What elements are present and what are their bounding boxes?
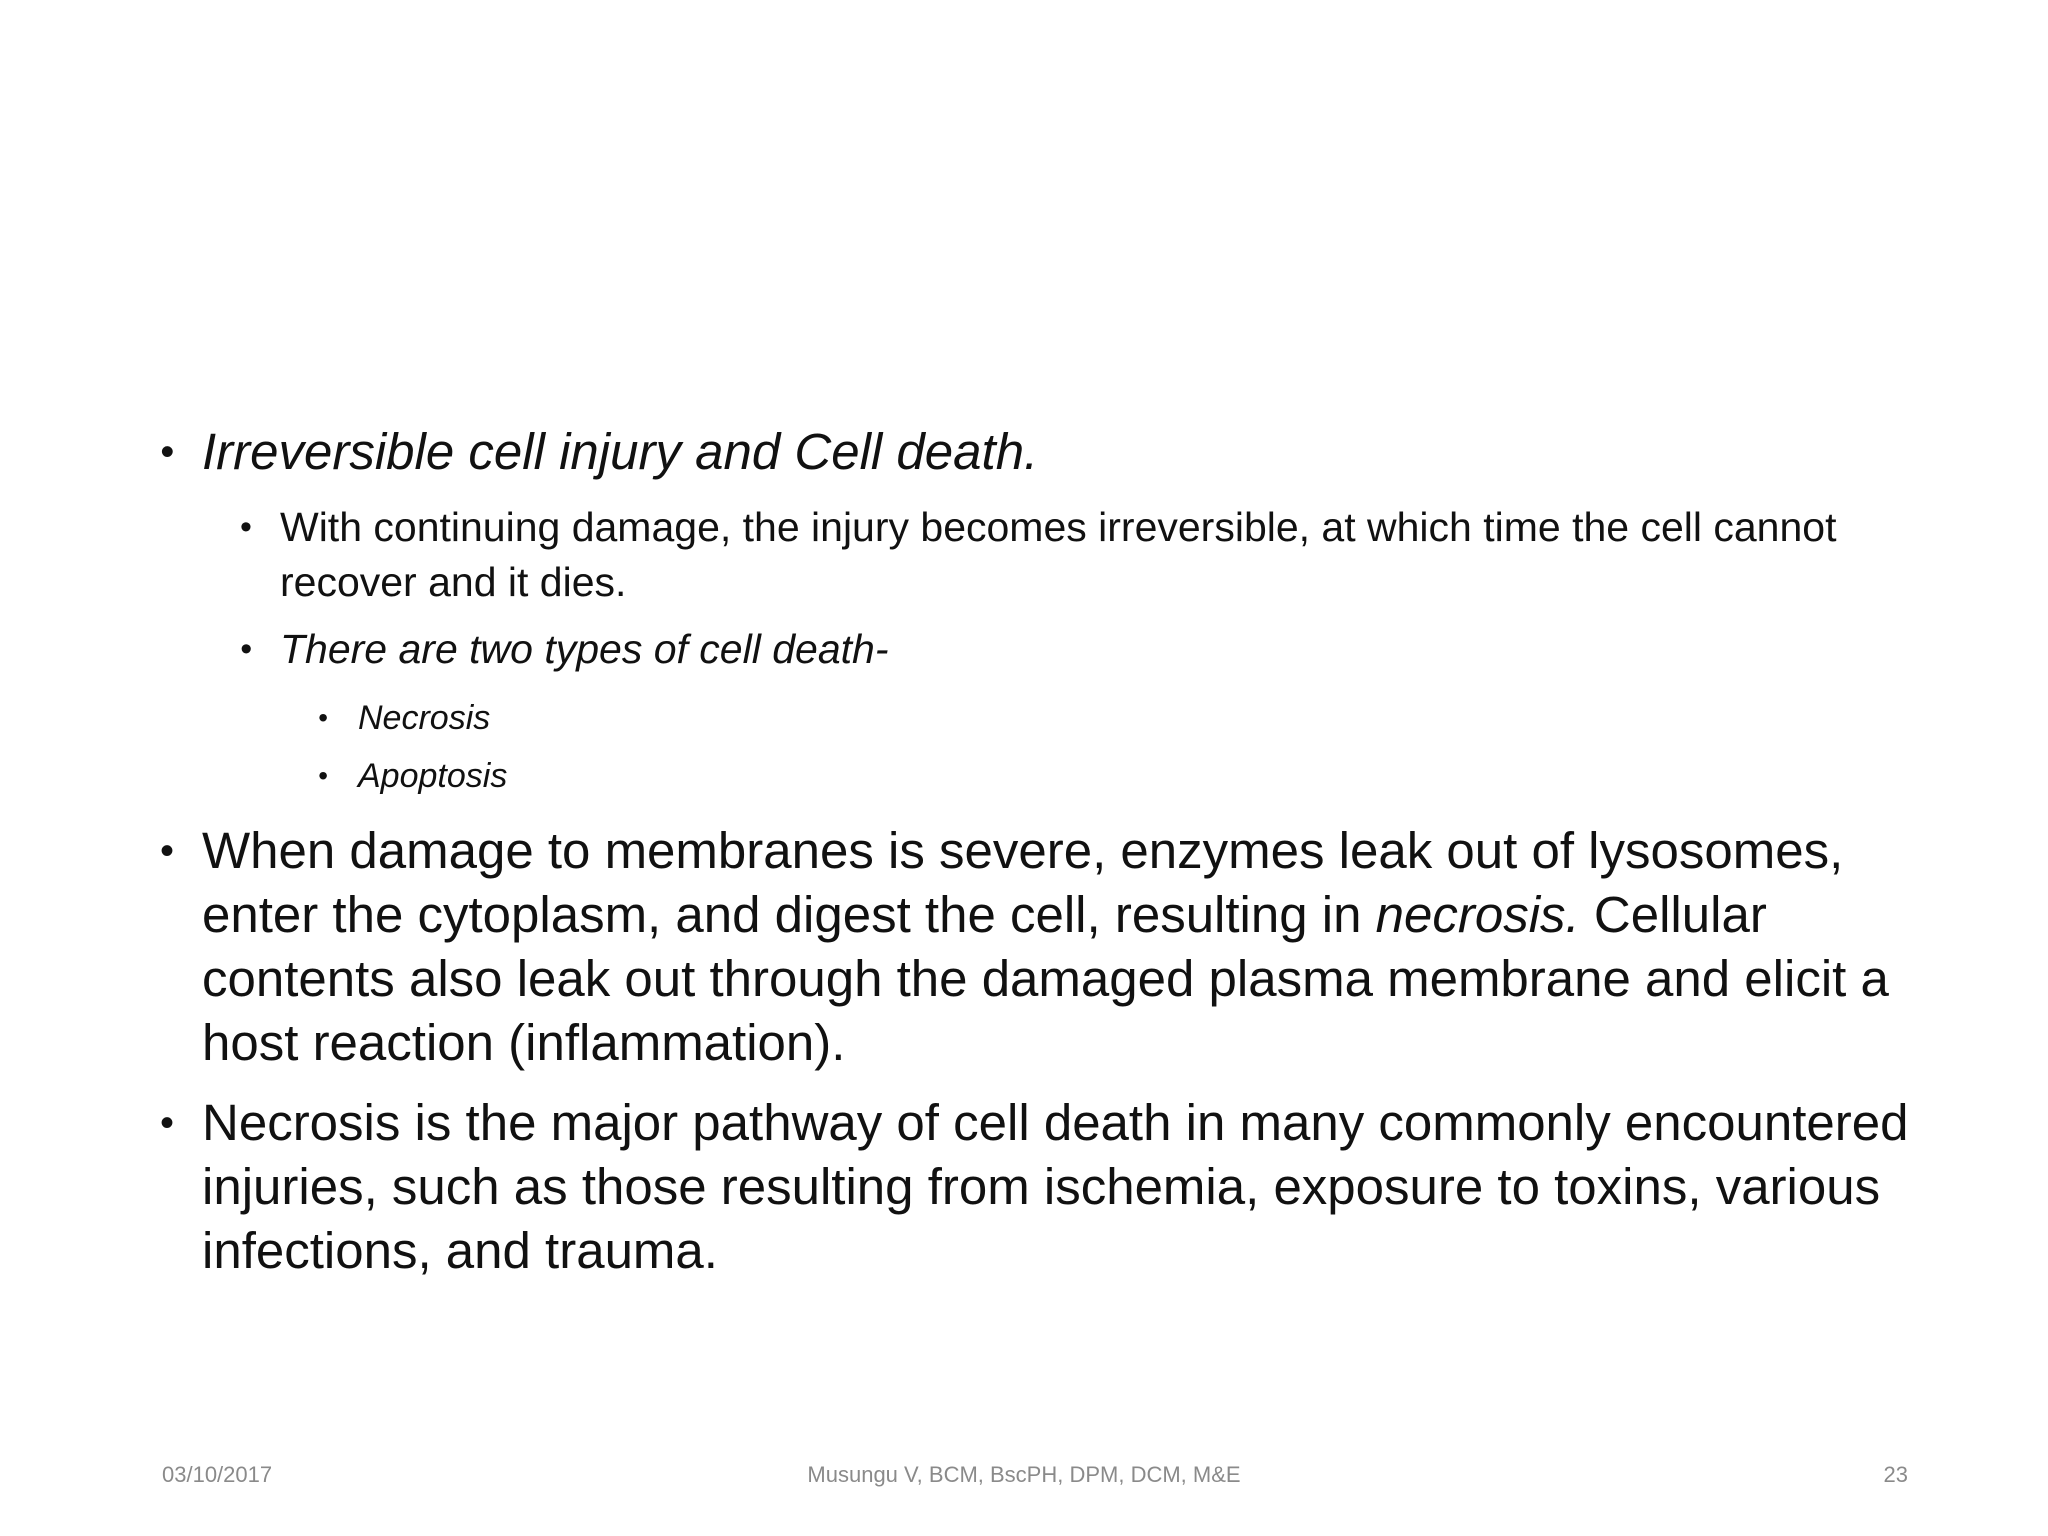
- bullet-membrane-damage: [160, 819, 1920, 1075]
- sub-sub-bullet-text: Apoptosis: [358, 757, 508, 795]
- sub-bullet-two-types: [240, 622, 1920, 677]
- bullet-icon: •: [240, 508, 252, 546]
- footer-author: Musungu V, BCM, BscPH, DPM, DCM, M&E: [807, 1462, 1241, 1487]
- sub-bullet-continuing-damage: [240, 500, 1920, 610]
- bullet-icon: •: [160, 430, 175, 474]
- bullet-text-part2: Cellular contents also leak out through the damaged plasma membrane and elicit a host reaction (inflammation).: [202, 886, 1889, 1071]
- bullet-text-emphasis: necrosis.: [1375, 886, 1580, 943]
- footer-page-number: 23: [1883, 1462, 1908, 1487]
- bullet-icon: •: [240, 630, 252, 668]
- bullet-icon: •: [160, 829, 175, 873]
- slide-body: [160, 420, 1920, 1299]
- sub-bullet-text: With continuing damage, the injury becomes irreversible, at which time the cell cannot recover and it dies.: [280, 504, 1837, 605]
- sub-sub-bullet-apoptosis: [318, 747, 1920, 805]
- bullet-irreversible-injury: [160, 420, 1920, 484]
- bullet-text: Irreversible cell injury and Cell death.: [202, 423, 1039, 480]
- bullet-icon: •: [160, 1101, 175, 1145]
- bullet-icon: •: [318, 702, 328, 733]
- sub-bullet-text: There are two types of cell death-: [280, 626, 889, 672]
- bullet-necrosis-pathway: [160, 1091, 1920, 1283]
- sub-sub-bullet-necrosis: [318, 689, 1920, 747]
- footer-date: 03/10/2017: [162, 1462, 273, 1487]
- bullet-text: Necrosis is the major pathway of cell death in many commonly encountered injuries, such as those resulting from ischemia, exposure to toxins, various infections, and trauma.: [202, 1094, 1909, 1279]
- sub-sub-bullet-text: Necrosis: [358, 699, 491, 737]
- bullet-icon: •: [318, 760, 328, 791]
- bullet-text-part1: When damage to membranes is severe, enzymes leak out of lysosomes, enter the cytoplasm, and digest the cell, resulting in: [202, 822, 1844, 943]
